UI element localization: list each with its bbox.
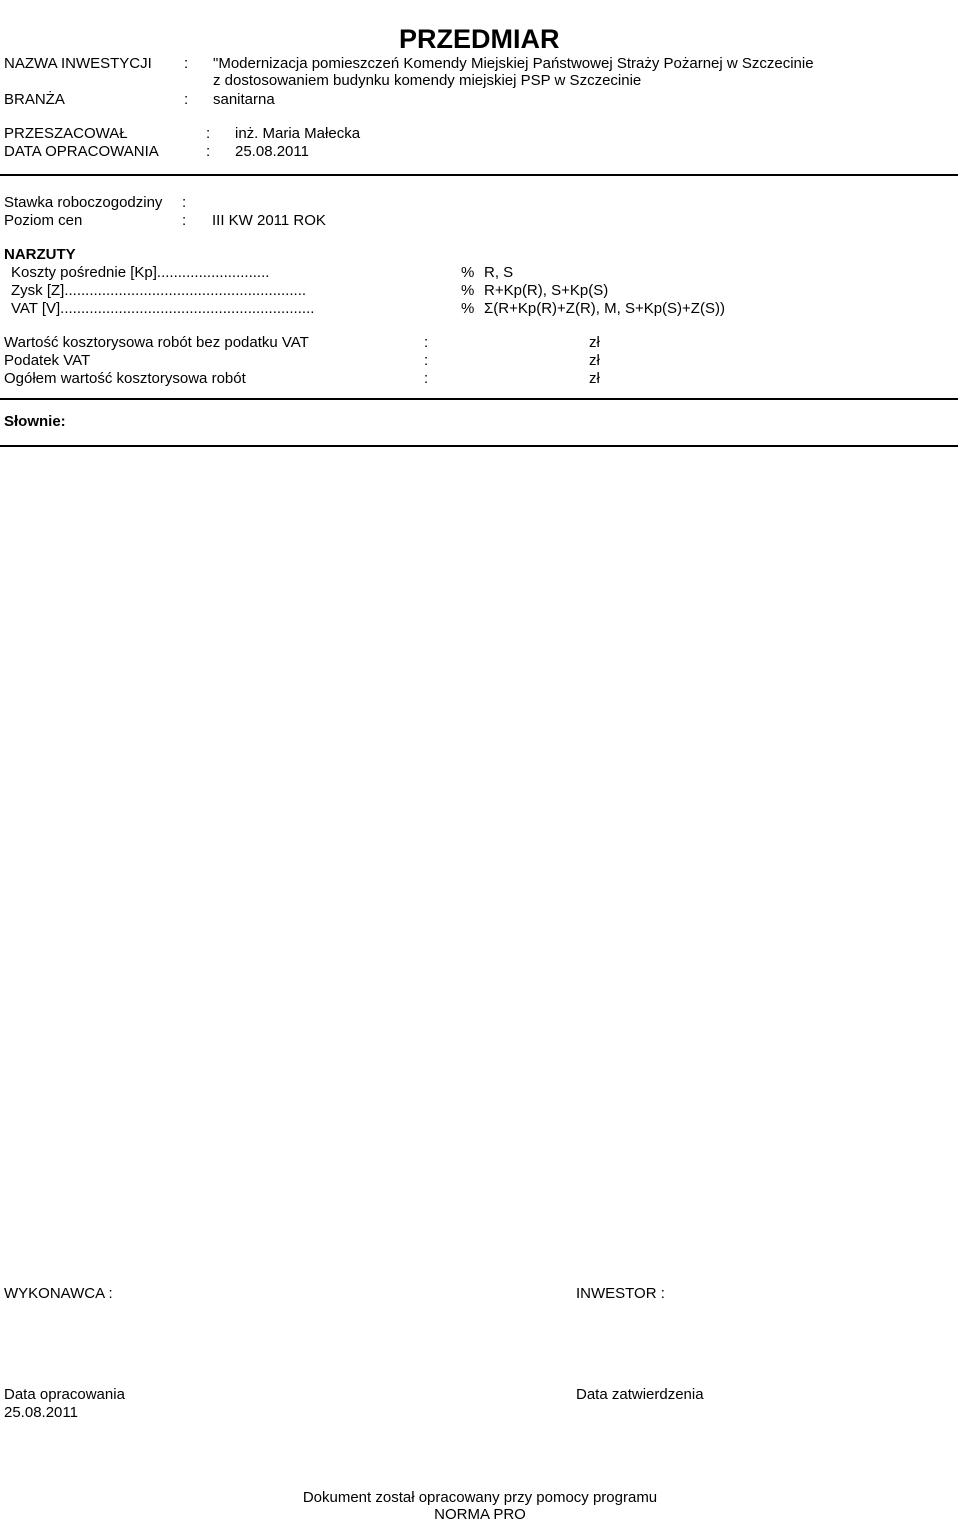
estimator-sep: :: [206, 125, 211, 142]
hourly-rate-label: Stawka roboczogodziny: [4, 194, 163, 211]
date-sep: :: [206, 143, 211, 160]
value-total-unit: zł: [589, 370, 600, 387]
investment-name-line2: z dostosowaniem budynku komendy miejskiej PSP w Szczecinie: [213, 72, 642, 89]
surcharge-basis: R+Kp(R), S+Kp(S): [484, 282, 609, 299]
branch-value: sanitarna: [213, 91, 275, 108]
divider: [0, 174, 958, 176]
contractor-label: WYKONAWCA :: [4, 1285, 113, 1302]
value-vat-sep: :: [424, 352, 429, 369]
estimator-label: PRZESZACOWAŁ: [4, 125, 128, 142]
value-vat-unit: zł: [589, 352, 600, 369]
surcharge-unit: %: [461, 300, 475, 317]
program-note: Dokument został opracowany przy pomocy programu: [302, 1489, 658, 1506]
investment-sep: :: [184, 55, 189, 72]
value-net-unit: zł: [589, 334, 600, 351]
price-level-sep: :: [182, 212, 187, 229]
prepared-date-value: 25.08.2011: [4, 1404, 78, 1421]
surcharge-unit: %: [461, 282, 475, 299]
price-level-value: III KW 2011 ROK: [212, 212, 326, 229]
investor-label: INWESTOR :: [576, 1285, 665, 1302]
investment-name-line1: "Modernizacja pomieszczeń Komendy Miejskiej Państwowej Straży Pożarnej w Szczecinie: [213, 55, 814, 72]
divider: [0, 398, 958, 400]
page-title: PRZEDMIAR: [399, 24, 560, 54]
date-value: 25.08.2011: [235, 143, 309, 160]
hourly-rate-sep: :: [182, 194, 187, 211]
in-words-label: Słownie:: [4, 413, 66, 430]
date-label: DATA OPRACOWANIA: [4, 143, 159, 160]
surcharges-heading: NARZUTY: [4, 246, 76, 263]
price-level-label: Poziom cen: [4, 212, 83, 229]
surcharge-label: Zysk [Z]..........................................................: [11, 282, 307, 299]
value-vat-label: Podatek VAT: [4, 352, 91, 369]
surcharge-label: VAT [V].............................................................: [11, 300, 315, 317]
surcharge-unit: %: [461, 264, 475, 281]
value-total-label: Ogółem wartość kosztorysowa robót: [4, 370, 246, 387]
divider: [0, 445, 958, 447]
value-net-sep: :: [424, 334, 429, 351]
investment-label: NAZWA INWESTYCJI: [4, 55, 152, 72]
surcharge-basis: Σ(R+Kp(R)+Z(R), M, S+Kp(S)+Z(S)): [484, 300, 725, 317]
program-name: NORMA PRO: [434, 1506, 526, 1523]
estimator-value: inż. Maria Małecka: [235, 125, 361, 142]
branch-label: BRANŻA: [4, 91, 65, 108]
approval-date-label: Data zatwierdzenia: [576, 1386, 704, 1403]
surcharge-basis: R, S: [484, 264, 514, 281]
branch-sep: :: [184, 91, 189, 108]
prepared-date-label: Data opracowania: [4, 1386, 125, 1403]
value-total-sep: :: [424, 370, 429, 387]
value-net-label: Wartość kosztorysowa robót bez podatku VAT: [4, 334, 309, 351]
surcharge-label: Koszty pośrednie [Kp]...........................: [11, 264, 270, 281]
